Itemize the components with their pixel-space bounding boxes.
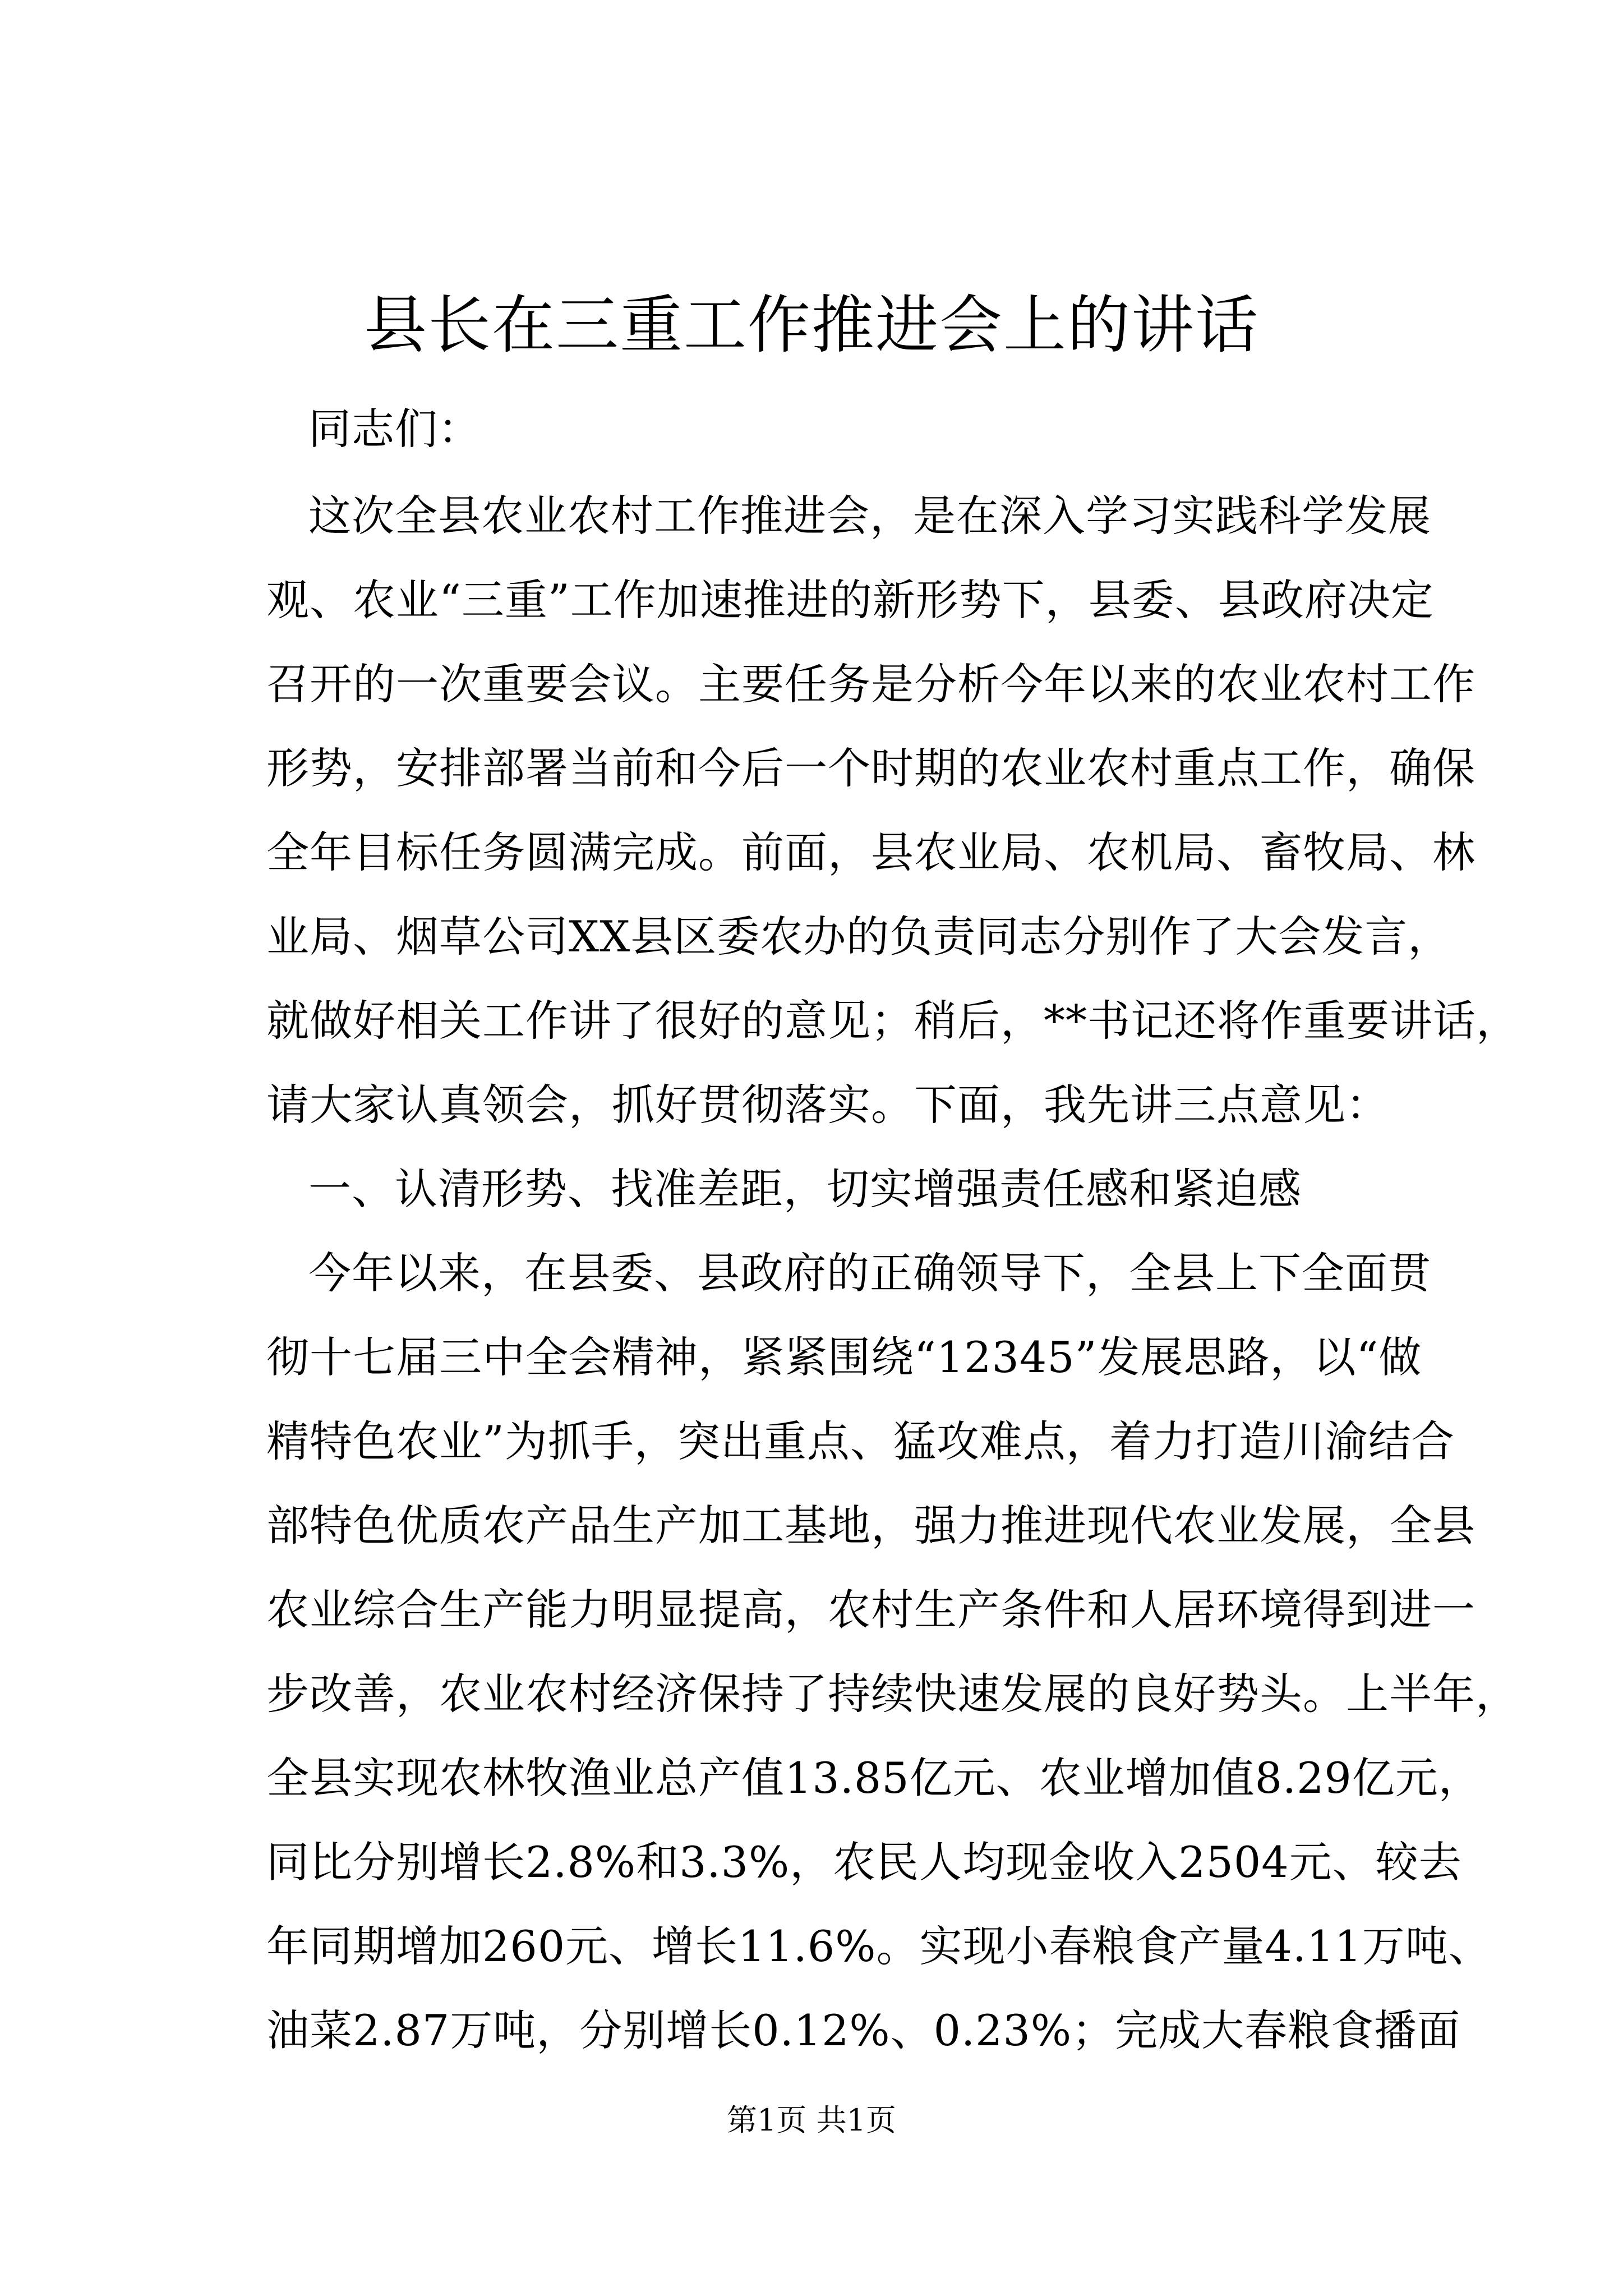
body-line: 全县实现农林牧渔业总产值13.85亿元、农业增加值8.29亿元， [266, 1753, 1482, 1803]
salutation-line: 同志们： [308, 404, 481, 454]
body-line: 观、农业“三重”工作加速推进的新形势下，县委、县政府决定 [266, 575, 1434, 625]
body-line: 请大家认真领会，抓好贯彻落实。下面，我先讲三点意见： [266, 1080, 1389, 1130]
body-line: 精特色农业”为抓手，突出重点、猛攻难点，着力打造川渝结合 [266, 1416, 1455, 1466]
body-line: 全年目标任务圆满完成。前面，县农业局、农机局、畜牧局、林 [266, 827, 1476, 877]
body-line: 召开的一次重要会议。主要任务是分析今年以来的农业农村工作 [266, 659, 1476, 709]
document-title: 县长在三重工作推进会上的讲话 [364, 289, 1259, 362]
body-line: 部特色优质农产品生产加工基地，强力推进现代农业发展，全县 [266, 1501, 1476, 1550]
body-line: 年同期增加260元、增长11.6%。实现小春粮食产量4.11万吨、 [266, 1921, 1492, 1971]
page-number-footer: 第1页 共1页 [727, 2102, 896, 2138]
section-heading: 一、认清形势、找准差距，切实增强责任感和紧迫感 [308, 1164, 1302, 1214]
body-line: 就做好相关工作讲了很好的意见；稍后，**书记还将作重要讲话， [266, 996, 1519, 1046]
body-line: 步改善，农业农村经济保持了持续快速发展的良好势头。上半年， [266, 1669, 1519, 1719]
body-line: 业局、烟草公司XX县区委农办的负责同志分别作了大会发言， [266, 912, 1451, 961]
body-line: 同比分别增长2.8%和3.3%，农民人均现金收入2504元、较去 [266, 1837, 1462, 1887]
body-line: 今年以来，在县委、县政府的正确领导下，全县上下全面贯 [308, 1248, 1431, 1298]
body-line: 形势，安排部署当前和今后一个时期的农业农村重点工作，确保 [266, 743, 1476, 793]
body-line: 油菜2.87万吨，分别增长0.12%、0.23%；完成大春粮食播面 [266, 2005, 1461, 2055]
body-line: 彻十七届三中全会精神，紧紧围绕“12345”发展思路，以“做 [266, 1332, 1422, 1382]
body-line: 这次全县农业农村工作推进会，是在深入学习实践科学发展 [308, 491, 1431, 541]
body-line: 农业综合生产能力明显提高，农村生产条件和人居环境得到进一 [266, 1585, 1476, 1635]
